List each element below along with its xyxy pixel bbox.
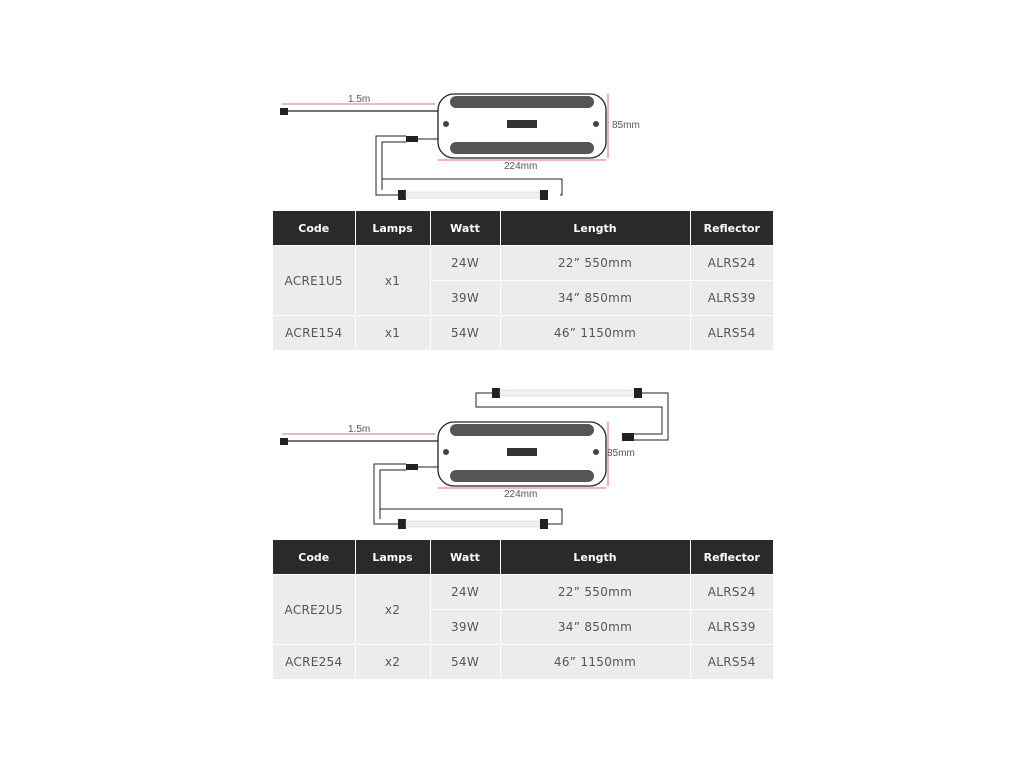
header-reflector: Reflector bbox=[690, 211, 773, 246]
watt-cell: 24W bbox=[430, 246, 500, 281]
code-cell: ACRE154 bbox=[273, 316, 355, 351]
watt-cell: 54W bbox=[430, 316, 500, 351]
header-length: Length bbox=[500, 540, 690, 575]
reflector-cell: ALRS24 bbox=[690, 246, 773, 281]
connector-icon bbox=[622, 433, 634, 441]
brand-logo bbox=[507, 448, 537, 456]
width-dimension-label: 224mm bbox=[504, 489, 538, 500]
watt-cell: 39W bbox=[430, 610, 500, 645]
code-cell: ACRE1U5 bbox=[273, 246, 355, 316]
reflector-cell: ALRS54 bbox=[690, 645, 773, 680]
lamp-end-cap-left bbox=[398, 190, 406, 200]
mount-hole-right bbox=[593, 449, 599, 455]
lamps-cell: x2 bbox=[355, 575, 430, 645]
spec-table-single bbox=[273, 211, 773, 350]
plug-icon bbox=[280, 108, 288, 115]
header-code: Code bbox=[273, 540, 355, 575]
code-cell: ACRE254 bbox=[273, 645, 355, 680]
watt-cell: 24W bbox=[430, 575, 500, 610]
table-header-row bbox=[273, 540, 773, 575]
width-dimension-label: 224mm bbox=[504, 161, 538, 172]
header-reflector: Reflector bbox=[690, 540, 773, 575]
reflector-cell: ALRS39 bbox=[690, 610, 773, 645]
header-watt: Watt bbox=[430, 540, 500, 575]
vent-top bbox=[450, 424, 594, 436]
height-dimension-label: 85mm bbox=[612, 120, 640, 131]
cable-length-label: 1.5m bbox=[348, 94, 371, 105]
length-cell: 46” 1150mm bbox=[500, 316, 690, 351]
length-cell: 46” 1150mm bbox=[500, 645, 690, 680]
watt-cell: 39W bbox=[430, 281, 500, 316]
length-cell: 34” 850mm bbox=[500, 281, 690, 316]
lamp-end-cap-right bbox=[540, 519, 548, 529]
spec-table-twin bbox=[273, 540, 773, 679]
brand-logo bbox=[507, 120, 537, 128]
watt-cell: 54W bbox=[430, 645, 500, 680]
connector-icon bbox=[406, 464, 418, 470]
reflector-cell: ALRS54 bbox=[690, 316, 773, 351]
vent-bottom bbox=[450, 470, 594, 482]
height-dimension-label: 85mm bbox=[607, 448, 635, 459]
mount-hole-left bbox=[443, 121, 449, 127]
reflector-cell: ALRS39 bbox=[690, 281, 773, 316]
lamps-cell: x1 bbox=[355, 246, 430, 316]
length-cell: 22” 550mm bbox=[500, 575, 690, 610]
length-cell: 22” 550mm bbox=[500, 246, 690, 281]
vent-bottom bbox=[450, 142, 594, 154]
table-header-row bbox=[273, 211, 773, 246]
mount-hole-left bbox=[443, 449, 449, 455]
header-watt: Watt bbox=[430, 211, 500, 246]
table-row bbox=[273, 575, 773, 610]
fluorescent-lamp-top bbox=[500, 390, 634, 396]
ballast-diagram-single bbox=[270, 80, 690, 210]
fluorescent-lamp bbox=[406, 192, 540, 198]
wiring-diagram-2 bbox=[270, 382, 690, 542]
table-row bbox=[273, 246, 773, 281]
lamp-end-cap-left bbox=[492, 388, 500, 398]
lamp-end-cap-left bbox=[398, 519, 406, 529]
cable-length-label: 1.5m bbox=[348, 424, 371, 435]
connector-icon bbox=[406, 136, 418, 142]
reflector-cell: ALRS24 bbox=[690, 575, 773, 610]
fluorescent-lamp-bottom bbox=[406, 521, 540, 527]
header-length: Length bbox=[500, 211, 690, 246]
wiring-diagram-1 bbox=[270, 80, 690, 210]
lamps-cell: x2 bbox=[355, 645, 430, 680]
code-cell: ACRE2U5 bbox=[273, 575, 355, 645]
header-lamps: Lamps bbox=[355, 211, 430, 246]
length-cell: 34” 850mm bbox=[500, 610, 690, 645]
table-row bbox=[273, 316, 773, 351]
vent-top bbox=[450, 96, 594, 108]
lamp-end-cap-right bbox=[540, 190, 548, 200]
header-lamps: Lamps bbox=[355, 540, 430, 575]
lamp-end-cap-right bbox=[634, 388, 642, 398]
header-code: Code bbox=[273, 211, 355, 246]
lamps-cell: x1 bbox=[355, 316, 430, 351]
mount-hole-right bbox=[593, 121, 599, 127]
ballast-diagram-twin bbox=[270, 382, 690, 542]
table-row bbox=[273, 645, 773, 680]
plug-icon bbox=[280, 438, 288, 445]
